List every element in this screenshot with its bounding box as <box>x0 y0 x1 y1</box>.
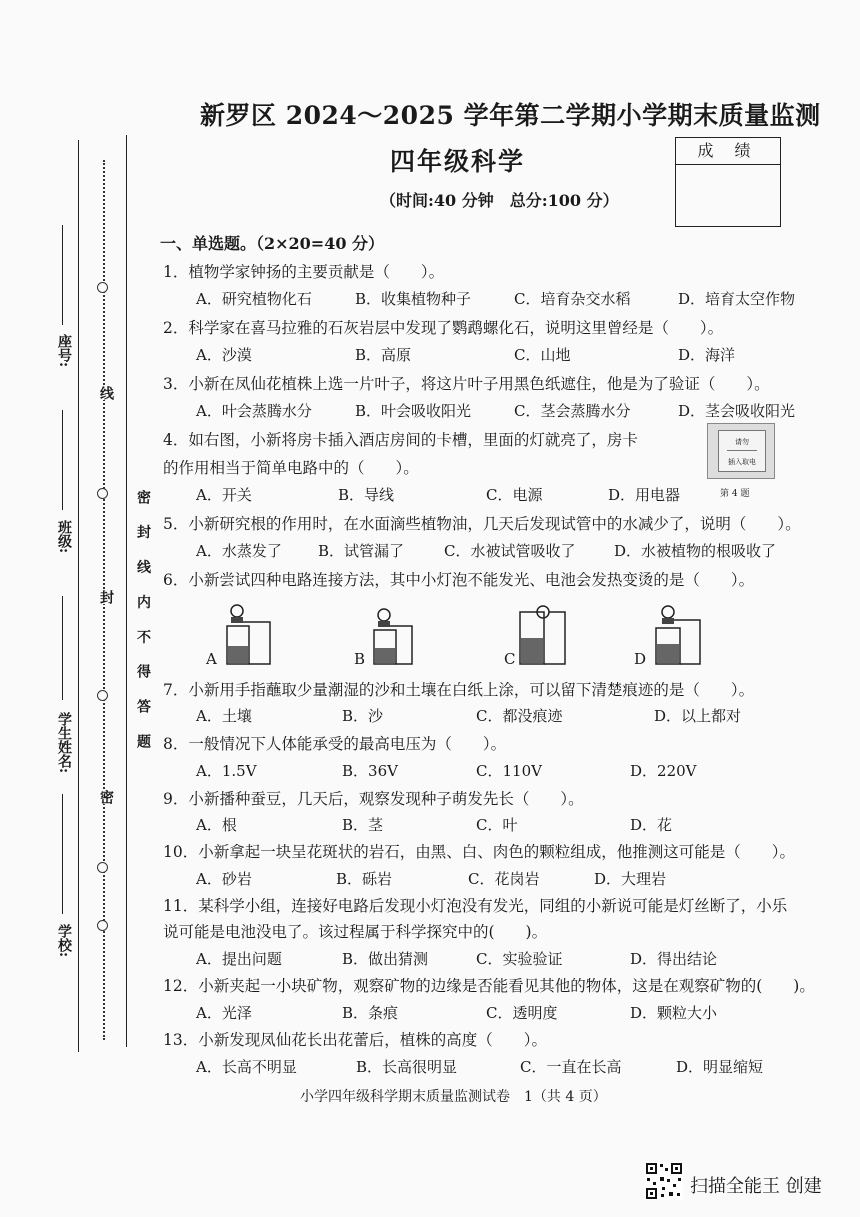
qr-code-icon <box>645 1162 683 1200</box>
option: C．透明度 <box>486 1004 558 1022</box>
option: A．根 <box>196 816 237 834</box>
option: B．茎 <box>342 816 384 834</box>
secret-char: 密 <box>98 790 114 804</box>
room-card-photo <box>707 423 775 479</box>
scanner-watermark: 扫描全能王 创建 <box>690 1176 822 1197</box>
option: B．导线 <box>338 486 395 504</box>
option: C．110V <box>476 762 542 780</box>
seal-char: 封 <box>98 590 114 604</box>
option: C．茎会蒸腾水分 <box>514 402 631 420</box>
option: C．水被试管吸收了 <box>444 542 576 560</box>
binding-hole <box>97 690 108 701</box>
exam-subtitle: 四年级科学 <box>390 147 526 176</box>
option: D．明显缩短 <box>676 1058 764 1076</box>
question-11-cont: 说可能是电池没电了。该过程属于科学探究中的( )。 <box>163 923 548 941</box>
circuit-diagram-c <box>505 600 585 668</box>
binding-hole <box>97 488 108 499</box>
card-slot <box>718 430 766 472</box>
circuit-label-c: C <box>504 650 516 668</box>
question-4-cont: 的作用相当于简单电路中的（ ）。 <box>163 459 419 477</box>
figure-caption: 第 4 题 <box>720 489 750 499</box>
option: A．提出问题 <box>196 950 282 968</box>
question-4: 4．如右图，小新将房卡插入酒店房间的卡槽，里面的灯就亮了，房卡 <box>163 431 638 449</box>
time-info: （时间:40 分钟 总分:100 分） <box>380 191 619 210</box>
circuit-label-a: A <box>206 650 217 668</box>
option: C．培育杂交水稻 <box>514 290 631 308</box>
circuit-label-b: B <box>354 650 366 668</box>
question-1: 1．植物学家钟扬的主要贡献是（ ）。 <box>163 263 445 281</box>
question-9: 9．小新播种蚕豆，几天后，观察发现种子萌发先长（ ）。 <box>163 790 584 808</box>
option: D．颗粒大小 <box>630 1004 718 1022</box>
binding-hole <box>97 282 108 293</box>
option: A．水蒸发了 <box>196 542 282 560</box>
circuit-label-d: D <box>634 650 647 668</box>
option: C．实验验证 <box>476 950 563 968</box>
option: B．高原 <box>355 346 412 364</box>
option: A．长高不明显 <box>196 1058 297 1076</box>
option: B．砾岩 <box>336 870 393 888</box>
score-box <box>675 137 781 227</box>
option: D．茎会吸收阳光 <box>678 402 796 420</box>
option: B．试管漏了 <box>318 542 405 560</box>
option: B．长高很明显 <box>356 1058 458 1076</box>
card-text: 请勿 <box>735 438 749 446</box>
option: C．叶 <box>476 816 518 834</box>
question-13: 13．小新发现凤仙花长出花蕾后，植株的高度（ ）。 <box>163 1031 547 1049</box>
option: B．36V <box>342 762 398 780</box>
question-7: 7．小新用手指蘸取少量潮湿的沙和土壤在白纸上涂，可以留下清楚痕迹的是（ ）。 <box>163 681 755 699</box>
option: C．电源 <box>486 486 543 504</box>
option: A．叶会蒸腾水分 <box>196 402 312 420</box>
option: D．得出结论 <box>630 950 718 968</box>
score-label: 成 绩 <box>676 138 780 165</box>
binding-line-outer <box>78 140 79 1052</box>
option: C．一直在长高 <box>520 1058 622 1076</box>
binding-hole <box>97 920 108 931</box>
sealed-notice: 密 封 线 内 不 得 答 题 <box>135 490 151 757</box>
line-char: 线 <box>98 386 114 400</box>
school-label: 学校: <box>56 924 72 958</box>
school-blank <box>62 794 63 914</box>
binding-line-inner <box>126 135 127 1047</box>
option: C．山地 <box>514 346 571 364</box>
option: B．条痕 <box>342 1004 399 1022</box>
circuit-diagram-d <box>640 600 720 668</box>
option: D．以上都对 <box>654 707 742 725</box>
option: A．研究植物化石 <box>196 290 312 308</box>
question-11: 11．某科学小组，连接好电路后发现小灯泡没有发光，同组的小新说可能是灯丝断了，小乐 <box>163 897 788 915</box>
question-6: 6．小新尝试四种电路连接方法，其中小灯泡不能发光、电池会发热变烫的是（ ）。 <box>163 571 755 589</box>
option: A．沙漠 <box>196 346 252 364</box>
option: A．光泽 <box>196 1004 252 1022</box>
option: D．用电器 <box>608 486 681 504</box>
seat-label: 座号: <box>56 334 72 368</box>
option: D．花 <box>630 816 673 834</box>
name-blank <box>62 596 63 700</box>
question-5: 5．小新研究根的作用时，在水面滴些植物油，几天后发现试管中的水减少了，说明（ ）。 <box>163 515 801 533</box>
exam-title: 新罗区 2024～2025 学年第二学期小学期末质量监测 <box>200 101 821 130</box>
student-name-label: 学生姓名: <box>56 712 72 774</box>
option: D．大理岩 <box>594 870 667 888</box>
page-footer: 小学四年级科学期末质量监测试卷 1（共 4 页） <box>300 1089 607 1105</box>
option: A．1.5V <box>196 762 257 780</box>
class-label: 班级: <box>56 520 72 554</box>
option: D．培育太空作物 <box>678 290 796 308</box>
option: A．砂岩 <box>196 870 252 888</box>
option: B．叶会吸收阳光 <box>355 402 472 420</box>
option: D．海洋 <box>678 346 736 364</box>
option: B．沙 <box>342 707 384 725</box>
question-2: 2．科学家在喜马拉雅的石灰岩层中发现了鹦鹉螺化石，说明这里曾经是（ ）。 <box>163 319 724 337</box>
card-text: 插入取电 <box>728 458 756 466</box>
question-8: 8．一般情况下人体能承受的最高电压为（ ）。 <box>163 735 507 753</box>
option: A．开关 <box>196 486 252 504</box>
option: B．收集植物种子 <box>355 290 472 308</box>
question-3: 3．小新在凤仙花植株上选一片叶子，将这片叶子用黑色纸遮住，他是为了验证（ ）。 <box>163 375 770 393</box>
option: B．做出猜测 <box>342 950 429 968</box>
option: A．土壤 <box>196 707 252 725</box>
option: C．都没痕迹 <box>476 707 563 725</box>
section-title: 一、单选题。（2×20=40 分） <box>160 234 385 253</box>
option: D．水被植物的根吸收了 <box>614 542 777 560</box>
class-blank <box>62 410 63 510</box>
option: D．220V <box>630 762 697 780</box>
option: C．花岗岩 <box>468 870 540 888</box>
question-10: 10．小新拿起一块呈花斑状的岩石，由黑、白、肉色的颗粒组成，他推测这可能是（ ）。 <box>163 843 795 861</box>
question-12: 12．小新夹起一小块矿物，观察矿物的边缘是否能看见其他的物体，这是在观察矿物的( )。 <box>163 977 815 995</box>
binding-hole <box>97 862 108 873</box>
seat-blank <box>62 225 63 325</box>
